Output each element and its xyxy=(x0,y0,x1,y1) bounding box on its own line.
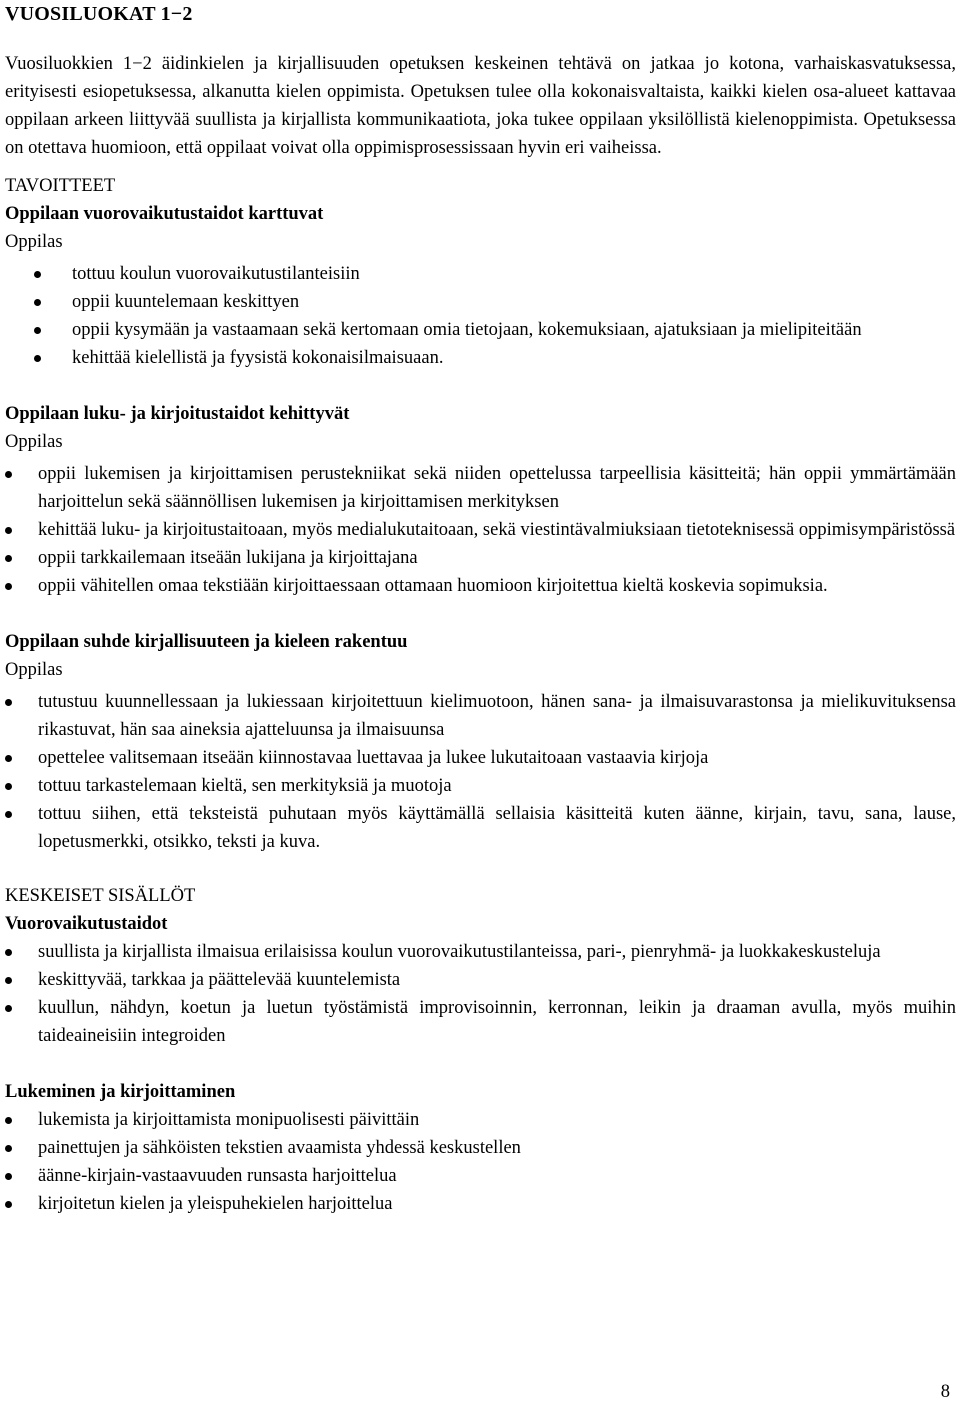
content-section-title: Lukeminen ja kirjoittaminen xyxy=(5,1082,236,1102)
list-item: suullista ja kirjallista ilmaisua erilaisissa koulun vuorovaikutustilanteissa, pari-, pienryhmä- ja luokkakeskusteluja xyxy=(5,938,956,966)
content-list xyxy=(5,938,956,1050)
goal-section-lead: Oppilas xyxy=(5,660,63,680)
list-item: opettelee valitsemaan itseään kiinnostavaa luettavaa ja lukee lukutaitoaan vastaavia kirjoja xyxy=(5,744,956,772)
goal-list xyxy=(5,688,956,856)
list-item: oppii kysymään ja vastaamaan sekä kertomaan omia tietojaan, kokemuksiaan, ajatuksiaan ja mielipiteitään xyxy=(5,316,956,344)
list-item: keskittyvää, tarkkaa ja päättelevää kuuntelemista xyxy=(5,966,956,994)
list-item: tottuu koulun vuorovaikutustilanteisiin xyxy=(5,260,956,288)
list-item: oppii lukemisen ja kirjoittamisen perustekniikat sekä niiden opettelussa tarpeellisia käsitteitä; hän oppii ymmärtämään harjoittelun sekä säännöllisen lukemisen ja kirjoittamisen merkityksen xyxy=(5,460,956,516)
list-item: lukemista ja kirjoittamista monipuolisesti päivittäin xyxy=(5,1106,956,1134)
document-page xyxy=(5,0,956,1218)
contents-heading: KESKEISET SISÄLLÖT xyxy=(5,886,196,906)
content-list xyxy=(5,1106,956,1218)
list-item: painettujen ja sähköisten tekstien avaamista yhdessä keskustellen xyxy=(5,1134,956,1162)
list-item: tottuu siihen, että teksteistä puhutaan myös käyttämällä sellaisia käsitteitä kuten äänne, kirjain, tavu, sana, lause, lopetusmerkki, otsikko, teksti ja kuva. xyxy=(5,800,956,856)
goal-section-title: Oppilaan vuorovaikutustaidot karttuvat xyxy=(5,204,324,224)
list-item: oppii kuuntelemaan keskittyen xyxy=(5,288,956,316)
intro-paragraph: Vuosiluokkien 1−2 äidinkielen ja kirjallisuuden opetuksen keskeinen tehtävä on jatkaa jo kotona, varhaiskasvatuksessa, erityisesti esiopetuksessa, alkanutta kielen oppimista. Opetuksen tulee olla kokonaisvaltaista, kaikki kielen osa-alueet kattavaa oppilaan arkeen liittyvää suullista ja kirjallista kommunikaatiota, joka tukee oppilaan yksilöllistä kielenoppimista. Opetuksessa on otettava huomioon, että oppilaat voivat olla oppimisprosessissaan hyvin eri vaiheissa. xyxy=(5,54,956,158)
list-item: tutustuu kuunnellessaan ja lukiessaan kirjoitettuun kielimuotoon, hänen sana- ja ilmaisuvarastonsa ja mielikuvituksensa rikastuvat, hän saa aineksia ajatteluunsa ja ilmaisuunsa xyxy=(5,688,956,744)
page-number: 8 xyxy=(940,1382,950,1402)
list-item: oppii vähitellen omaa tekstiään kirjoittaessaan ottamaan huomioon kirjoitettua kieltä koskevia sopimuksia. xyxy=(5,572,956,600)
list-item: kehittää luku- ja kirjoitustaitoaan, myös medialukutaitoaan, sekä viestintävalmiuksiaan tietoteknisessä oppimisympäristössä xyxy=(5,516,956,544)
list-item: oppii tarkkailemaan itseään lukijana ja kirjoittajana xyxy=(5,544,956,572)
goal-section-title: Oppilaan suhde kirjallisuuteen ja kieleen rakentuu xyxy=(5,632,408,652)
goal-section-title: Oppilaan luku- ja kirjoitustaidot kehittyvät xyxy=(5,404,350,424)
goals-heading: TAVOITTEET xyxy=(5,176,116,196)
list-item: äänne-kirjain-vastaavuuden runsasta harjoittelua xyxy=(5,1162,956,1190)
goal-list xyxy=(5,460,956,600)
goal-list xyxy=(5,260,956,372)
list-item: tottuu tarkastelemaan kieltä, sen merkityksiä ja muotoja xyxy=(5,772,956,800)
goal-section-lead: Oppilas xyxy=(5,432,63,452)
goal-section-lead: Oppilas xyxy=(5,232,63,252)
list-item: kehittää kielellistä ja fyysistä kokonaisilmaisuaan. xyxy=(5,344,956,372)
list-item: kuullun, nähdyn, koetun ja luetun työstämistä improvisoinnin, kerronnan, leikin ja draaman avulla, myös muihin taideaineisiin integroiden xyxy=(5,994,956,1050)
page-title: VUOSILUOKAT 1−2 xyxy=(5,3,193,25)
content-section-title: Vuorovaikutustaidot xyxy=(5,914,168,934)
list-item: kirjoitetun kielen ja yleispuhekielen harjoittelua xyxy=(5,1190,956,1218)
